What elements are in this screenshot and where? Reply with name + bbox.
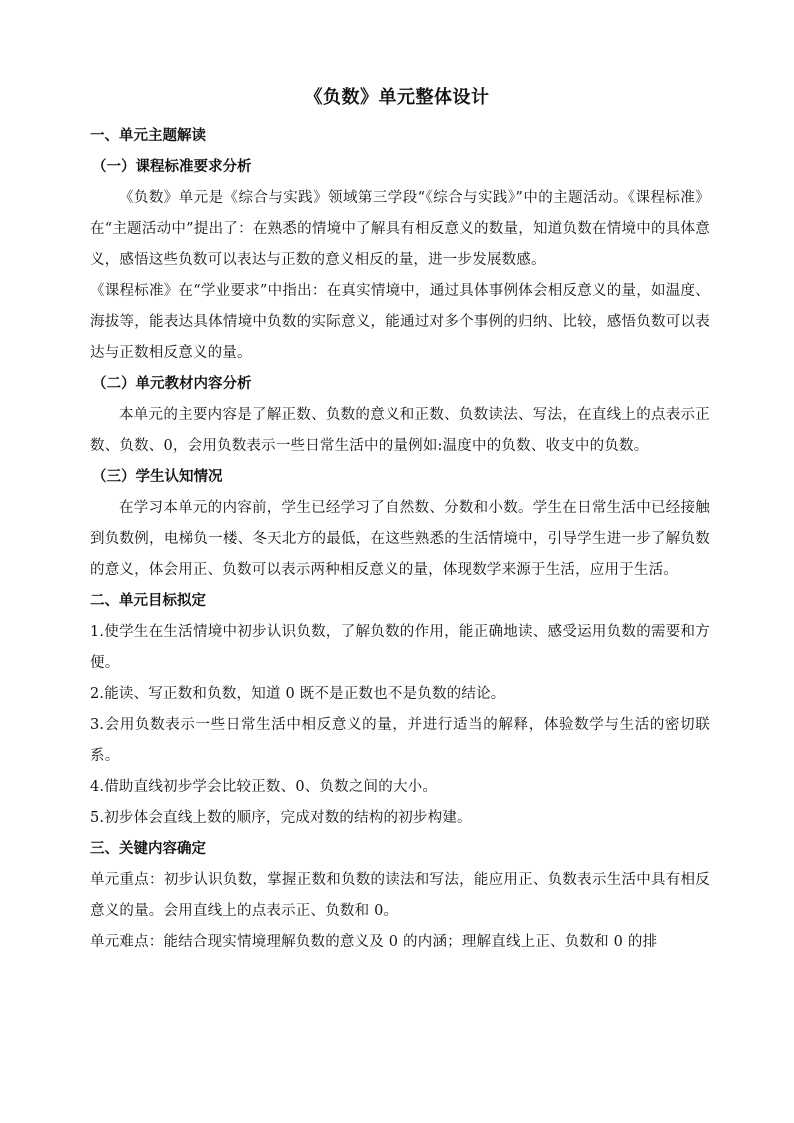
key-point-paragraph: 单元重点：初步认识负数，掌握正数和负数的读法和写法，能应用正、负数表示生活中具有相反意义的量。会用直线上的点表示正、负数和 0。 (90, 872, 710, 919)
goal-item-5: 5.初步体会直线上数的顺序，完成对数的结构的初步构建。 (90, 810, 472, 826)
document-body (90, 121, 710, 958)
section-1-1-heading: （一）课程标准要求分析 (92, 159, 252, 175)
section-1-3-paragraph-1: 在学习本单元的内容前，学生已经学习了自然数、分数和小数。学生在日常生活中已经接触到负数例，电梯负一楼、冬天北方的最低，在这些熟悉的生活情境中，引导学生进一步了解负数的意义，体会用正、负数可以表示两种相反意义的量，体现数学来源于生活，应用于生活。 (90, 500, 710, 578)
section-1-3-heading: （三）学生认知情况 (92, 469, 223, 485)
goal-item-2: 2.能读、写正数和负数，知道 0 既不是正数也不是负数的结论。 (90, 686, 506, 702)
section-1-2-paragraph-1: 本单元的主要内容是了解正数、负数的意义和正数、负数读法、写法，在直线上的点表示正数、负数、0，会用负数表示一些日常生活中的量例如:温度中的负数、收支中的负数。 (90, 407, 710, 454)
section-1-1-paragraph-1: 《负数》单元是《综合与实践》领域第三学段“《综合与实践》”中的主题活动。《课程标准》在“主题活动中”提出了：在熟悉的情境中了解具有相反意义的数量，知道负数在情境中的具体意义，感悟这些负数可以表达与正数的意义相反的量，进一步发展数感。 (90, 190, 710, 268)
section-1-1-paragraph-2: 《课程标准》在“学业要求”中指出：在真实情境中，通过具体事例体会相反意义的量，如温度、海拔等，能表达具体情境中负数的实际意义，能通过对多个事例的归纳、比较，感悟负数可以表达与正数相反意义的量。 (90, 283, 710, 361)
goal-item-1: 1.使学生在生活情境中初步认识负数，了解负数的作用，能正确地读、感受运用负数的需要和方便。 (90, 624, 710, 671)
section-1-2-heading: （二）单元教材内容分析 (92, 376, 252, 392)
goal-item-4: 4.借助直线初步学会比较正数、0、负数之间的大小。 (90, 779, 438, 795)
difficulty-paragraph: 单元难点：能结合现实情境理解负数的意义及 0 的内涵；理解直线上正、负数和 0 的排 (90, 934, 658, 950)
section-2-heading: 二、单元目标拟定 (90, 593, 206, 609)
section-1-heading: 一、单元主题解读 (90, 128, 206, 144)
section-3-heading: 三、关键内容确定 (90, 841, 206, 857)
document-title: 《负数》单元整体设计 (304, 87, 490, 108)
goal-item-3: 3.会用负数表示一些日常生活中相反意义的量，并进行适当的解释，体验数学与生活的密切联系。 (90, 717, 710, 764)
